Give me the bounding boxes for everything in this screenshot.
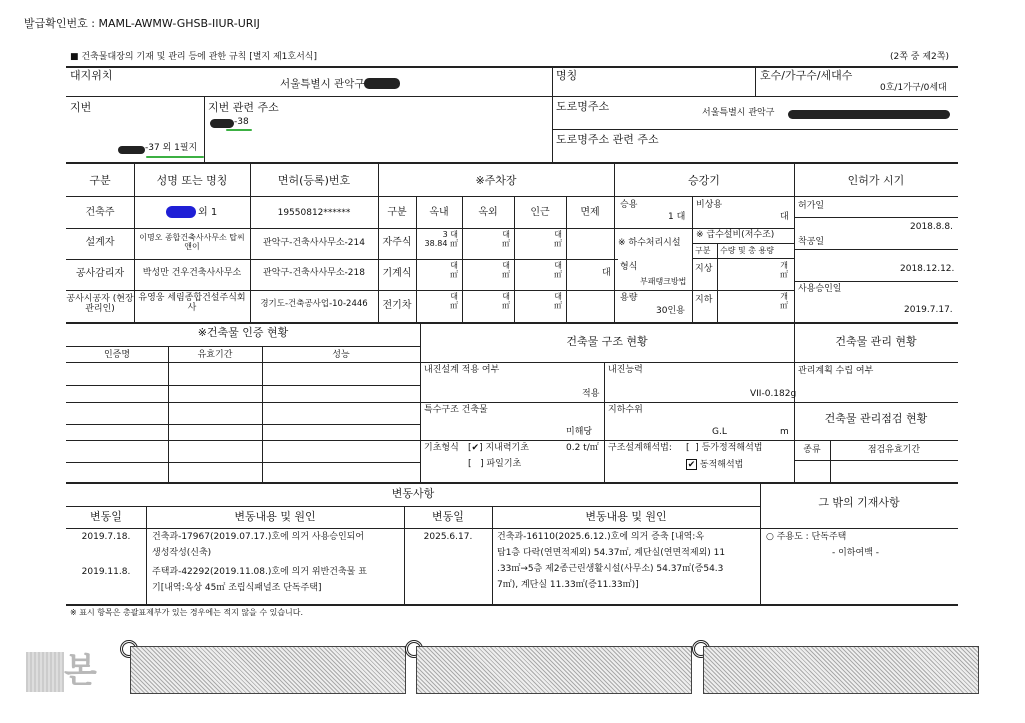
special-structure-label: 특수구조 건축물 — [424, 405, 488, 415]
contractor-name: 유영웅 세림종합건설주식회사 — [138, 293, 246, 314]
related-lot-value: -38 — [234, 117, 249, 127]
redaction-mark — [364, 78, 400, 89]
units-value: 0호/1가구/0세대 — [880, 83, 947, 93]
supervisor-role: 공사감리자 — [75, 268, 125, 279]
groundwater-value: G.L — [712, 427, 727, 437]
water-sub-capacity: 수량 및 총 용량 — [720, 246, 774, 255]
supervisor-license: 관악구-건축사사무소-218 — [263, 268, 365, 278]
barcode-image — [703, 646, 979, 694]
people-header-name: 성명 또는 명칭 — [156, 174, 228, 187]
parking-mech-nearby: 대 ㎡ — [554, 261, 562, 280]
parking-self-indoor: 3 대 38.84 ㎡ — [424, 230, 458, 249]
issue-number: 발급확인번호 : MAML-AWMW-GHSB-IIUR-URIJ — [24, 17, 260, 30]
name-label: 명칭 — [556, 69, 578, 82]
special-structure-value: 미해당 — [566, 427, 593, 437]
sewage-capacity-label: 용량 — [620, 293, 638, 303]
seal-pattern — [26, 652, 64, 692]
related-lot-label: 지번 관련 주소 — [208, 101, 279, 114]
road-address-label: 도로명주소 — [556, 100, 610, 113]
site-location-value: 서울특별시 관악구 — [280, 78, 365, 90]
approval-date-label: 사용승인일 — [798, 284, 842, 294]
management-plan-label: 관리계획 수립 여부 — [798, 366, 874, 376]
parking-exempt-value: 대 — [602, 268, 611, 278]
underline-mark — [146, 156, 204, 158]
people-header-role: 구분 — [89, 174, 111, 187]
seal-character: 본 — [64, 651, 97, 691]
approval-date-value: 2019.7.17. — [904, 305, 953, 315]
change-line: 주택과-42292(2019.11.08.)호에 의거 위반건축물 표 — [152, 567, 367, 577]
water-above-label: 지상 — [695, 264, 713, 274]
contractor-license: 경기도-건축공사업-10-2446 — [260, 299, 368, 309]
people-header-license: 면허(등록)번호 — [277, 174, 351, 187]
changes-header-date-left: 변동일 — [90, 510, 122, 523]
site-location-label: 대지위치 — [70, 69, 113, 82]
groundwater-unit: m — [780, 427, 789, 437]
elevator-emergency-label: 비상용 — [696, 200, 723, 210]
elevator-passenger-value: 1 대 — [668, 212, 686, 222]
change-date: 2019.11.8. — [81, 567, 131, 577]
lot-value: -37 외 1필지 — [145, 143, 198, 153]
seismic-design-value: 적용 — [582, 389, 600, 399]
water-above-value: 개 ㎡ — [780, 261, 788, 280]
elevator-title: 승강기 — [688, 174, 720, 187]
owner-license: 19550812****** — [277, 208, 351, 218]
redaction-mark — [118, 146, 145, 154]
seismic-design-label: 내진설계 적용 여부 — [424, 365, 500, 375]
parking-header-nearby: 인근 — [530, 207, 550, 218]
parking-header-type: 구분 — [387, 207, 407, 218]
parking-title: ※주차장 — [475, 174, 517, 187]
analysis-option-dynamic[interactable]: ✔ 동적해석법 — [687, 460, 744, 470]
water-supply-label: ※ 급수설비(저수조) — [696, 230, 775, 240]
inspection-header-type: 종류 — [803, 445, 821, 455]
contractor-role: 공사시공자 (현장관리인) — [66, 294, 134, 315]
sewage-label: ※ 하수처리시설 — [618, 238, 681, 248]
groundwater-label: 지하수위 — [608, 405, 643, 415]
lot-label: 지번 — [70, 101, 92, 114]
cert-header-performance: 성능 — [332, 350, 350, 360]
parking-type-self: 자주식 — [382, 237, 412, 248]
parking-header-outdoor: 옥외 — [478, 207, 498, 218]
sewage-type-value: 부패탱크방법 — [640, 277, 687, 286]
sewage-type-label: 형식 — [620, 262, 638, 272]
water-below-value: 개 ㎡ — [780, 292, 788, 311]
redaction-mark — [788, 110, 950, 119]
management-title: 건축물 관리 현황 — [835, 335, 917, 348]
foundation-option-bearing[interactable]: [✔] 지내력기초 — [468, 443, 529, 453]
cert-header-name: 인증명 — [103, 350, 131, 360]
elevator-passenger-label: 승용 — [620, 200, 638, 210]
analysis-option-static[interactable]: [ ] 등가정적해석법 — [686, 443, 763, 453]
cert-header-period: 유효기간 — [197, 350, 233, 360]
water-sub-type: 구분 — [695, 246, 711, 255]
foundation-option-pile[interactable]: [ ] 파일기초 — [468, 459, 522, 469]
parking-ev-nearby: 대 ㎡ — [554, 292, 562, 311]
parking-ev-indoor: 대 ㎡ — [450, 292, 458, 311]
changes-header-content-left: 변동내용 및 원인 — [234, 510, 316, 523]
owner-name: 외 1 — [198, 207, 218, 218]
changes-header-date-right: 변동일 — [432, 510, 464, 523]
regulation-title: ■ 건축물대장의 기재 및 관리 등에 관한 규칙 [별지 제1호서식] — [70, 52, 317, 62]
units-label: 호수/가구수/세대수 — [760, 69, 853, 82]
change-line: 기[내역:옥상 45㎡ 조립식패널조 단독주택] — [152, 583, 322, 593]
parking-self-nearby: 대 ㎡ — [554, 230, 562, 249]
parking-header-indoor: 옥내 — [429, 207, 449, 218]
page-info: (2쪽 중 제2쪽) — [890, 52, 949, 62]
change-line: 탑1층 다락(연면적제외) 54.37㎡, 계단실(연면적제외) 11 — [497, 548, 726, 558]
change-line: 7㎡), 계단실 11.33㎡(증11.33㎡)] — [497, 580, 639, 590]
cert-title: ※건축물 인증 현황 — [197, 326, 289, 339]
parking-type-ev: 전기차 — [382, 300, 412, 311]
supervisor-name: 박성만 건우건축사사무소 — [142, 268, 242, 278]
parking-mech-indoor: 대 ㎡ — [450, 261, 458, 280]
barcode-image — [416, 646, 692, 694]
underline-mark — [226, 129, 252, 131]
foundation-label: 기초형식 — [424, 443, 459, 453]
permit-date-value: 2018.8.8. — [910, 222, 953, 232]
change-line: 생성작성(신축) — [152, 548, 212, 558]
other-title: 그 밖의 기재사항 — [818, 496, 900, 509]
redaction-mark — [210, 119, 234, 128]
analysis-label: 구조설계해석법: — [608, 443, 672, 453]
footnote: ※ 표시 항목은 총괄표제부가 있는 경우에는 적지 않을 수 있습니다. — [70, 608, 304, 617]
start-date-value: 2018.12.12. — [900, 264, 955, 274]
designer-name: 이명오 종합건축사사무소 탑씨앤이 — [139, 233, 245, 252]
redaction-mark — [166, 206, 196, 218]
permit-date-label: 허가일 — [798, 201, 825, 211]
foundation-bearing-value: 0.2 t/㎡ — [566, 443, 599, 453]
seismic-capacity-value: VII-0.182g — [750, 389, 797, 399]
change-date: 2019.7.18. — [81, 532, 131, 542]
checkbox-checked: ✔ — [687, 460, 696, 470]
water-below-label: 지하 — [695, 295, 713, 305]
barcode-image — [130, 646, 406, 694]
other-line: ○ 주용도 : 단독주택 — [766, 532, 847, 542]
parking-self-outdoor: 대 ㎡ — [502, 230, 510, 249]
designer-license: 관악구-건축사사무소-214 — [263, 238, 365, 248]
structure-title: 건축물 구조 현황 — [566, 335, 648, 348]
change-line: 건축과-17967(2019.07.17.)호에 의거 사용승인되어 — [152, 532, 365, 542]
parking-header-exempt: 면제 — [580, 207, 600, 218]
parking-mech-outdoor: 대 ㎡ — [502, 261, 510, 280]
inspection-title: 건축물 관리점검 현황 — [824, 412, 928, 425]
road-related-label: 도로명주소 관련 주소 — [556, 133, 659, 146]
changes-title: 변동사항 — [391, 487, 435, 500]
change-line: 건축과-16110(2025.6.12.)호에 의거 증축 [내역:옥 — [497, 532, 705, 542]
changes-header-content-right: 변동내용 및 원인 — [585, 510, 667, 523]
check-mark: ✔ — [471, 443, 480, 453]
parking-ev-outdoor: 대 ㎡ — [502, 292, 510, 311]
change-date: 2025.6.17. — [423, 532, 473, 542]
parking-type-mech: 기계식 — [382, 268, 412, 279]
start-date-label: 착공일 — [798, 237, 825, 247]
other-line: - 이하여백 - — [832, 548, 879, 558]
road-address-value: 서울특별시 관악구 — [702, 108, 775, 118]
elevator-emergency-value: 대 — [780, 212, 789, 222]
change-line: .33㎡→5층 제2종근린생활시설(사무소) 54.37㎡(증54.3 — [497, 564, 724, 574]
sewage-capacity-value: 30인용 — [656, 306, 685, 316]
seismic-capacity-label: 내진능력 — [608, 365, 643, 375]
permit-title: 인허가 시기 — [847, 174, 905, 187]
owner-role: 건축주 — [85, 207, 115, 218]
designer-role: 설계자 — [85, 237, 115, 248]
inspection-header-period: 점검유효기간 — [867, 445, 921, 455]
